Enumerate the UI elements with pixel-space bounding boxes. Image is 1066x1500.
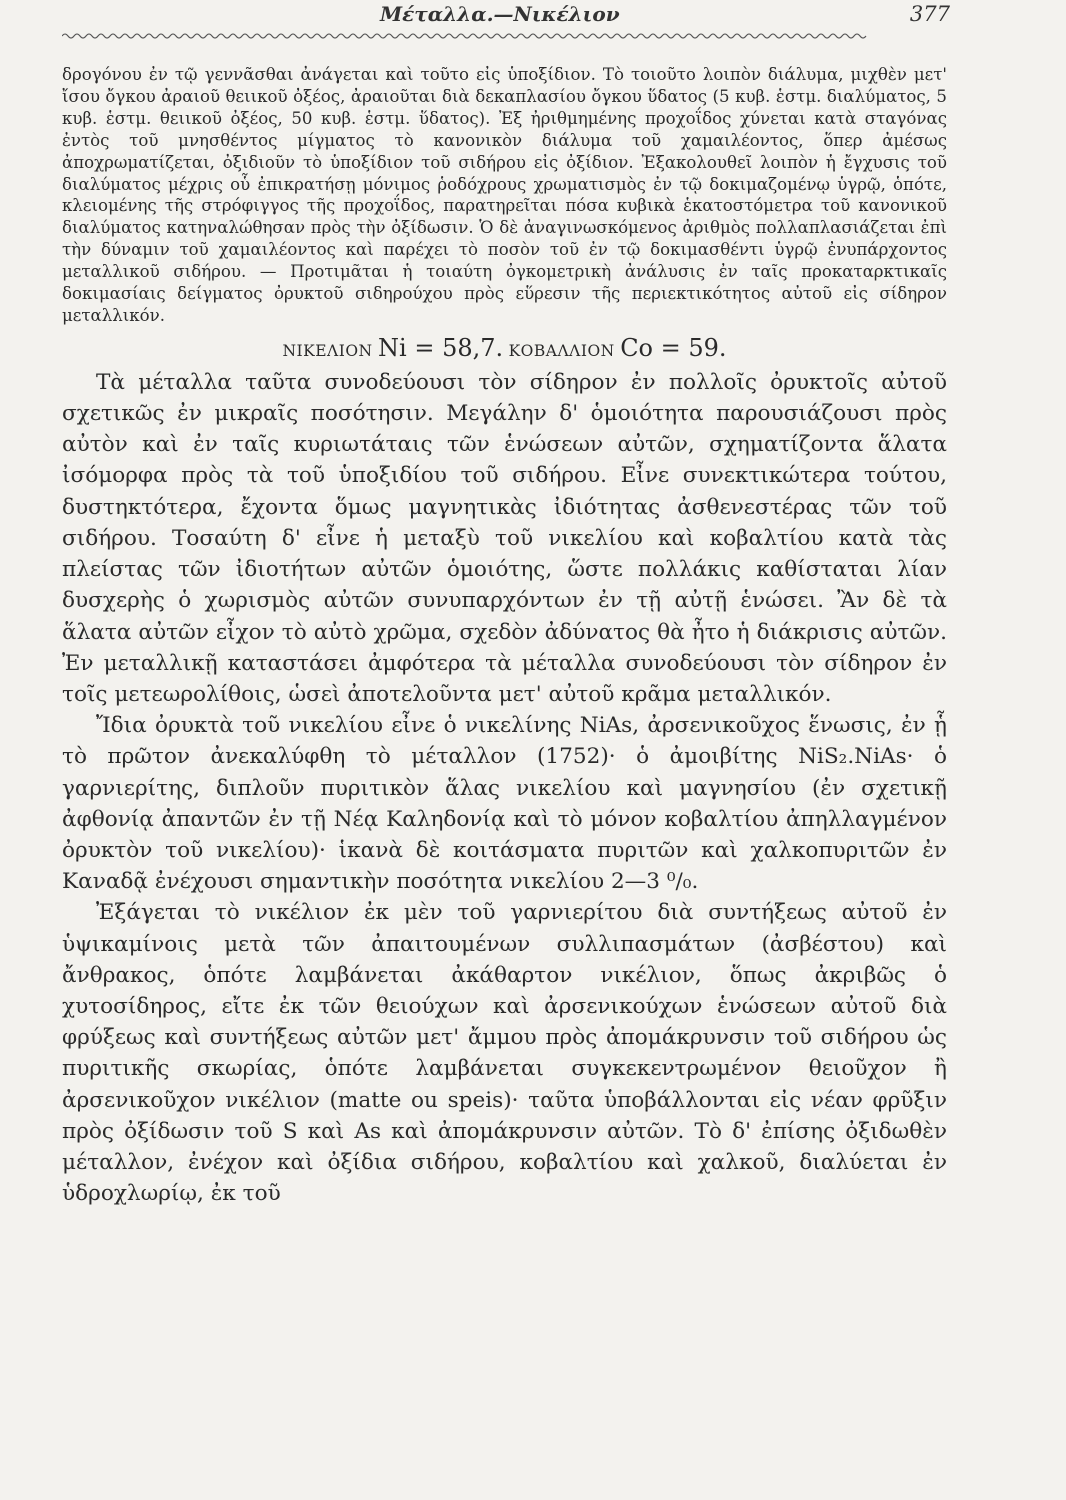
nickel-formula: Ni = 58,7.	[378, 333, 504, 362]
page-header	[90, 2, 950, 32]
small-print-paragraph: δρογόνου ἐν τῷ γεννᾶσθαι ἀνάγεται καὶ τοῦτο εἰς ὑποξίδιον. Τὸ τοιοῦτο λοιπὸν διάλυμα, μιχθὲν μετ' ἴσου ὄγκου ἀραιοῦ θειικοῦ ὀξέος, ἀραιοῦται διὰ δεκαπλασίου ὄγκου ὕδατος (5 κυβ. ἑστμ. διαλύματος, 5 κυβ. ἑστμ. θειικοῦ ὀξέος, 50 κυβ. ἑστμ. ὕδατος). Ἐξ ἠριθμημένης προχοΐδος χύνεται κατὰ σταγόνας ἐντὸς τοῦ μνησθέντος μίγματος τὸ κανονικὸν διάλυμα τοῦ χαμαιλέοντος, ὅπερ ἀμέσως ἀποχρωματίζεται, ὀξιδιοῦν τὸ ὑποξίδιον τοῦ σιδήρου εἰς ὀξίδιον. Ἐξακολουθεῖ λοιπὸν ἡ ἔγχυσις τοῦ διαλύματος μέχρις οὗ ἐπικρατήσῃ μόνιμος ῥοδόχρους χρωματισμὸς ἐν τῷ δοκιμαζομένῳ ὑγρῷ, ὁπότε, κλειομένης τῆς στρόφιγγος τῆς προχοΐδος, παρατηρεῖται πόσα κυβικὰ ἑκατοστόμετρα τοῦ κανονικοῦ διαλύματος κατηναλώθησαν πρὸς τὴν ὀξίδωσιν. Ὁ δὲ ἀναγινωσκόμενος ἀριθμὸς πολλαπλασιάζεται ἐπὶ τὴν δύναμιν τοῦ χαμαιλέοντος καὶ παρέχει τὸ ποσὸν τοῦ ἐν τῷ δοκιμασθέντι ὑγρῷ ἐνυπάρχοντος μεταλλικοῦ σιδήρου. — Προτιμᾶται ἡ τοιαύτη ὀγκομετρικὴ ἀνάλυσις ἐν ταῖς προκαταρκτικαῖς δοκιμασίαις δείγματος ὀρυκτοῦ σιδηρούχου πρὸς εὕρεσιν τῆς περιεκτικότητος αὐτοῦ εἰς σίδηρον μεταλλικόν.	[62, 65, 947, 325]
cobalt-formula: Co = 59.	[620, 333, 727, 362]
paragraph: Ἴδια ὀρυκτὰ τοῦ νικελίου εἶνε ὁ νικελίνης NiAs, ἀρσενικοῦχος ἕνωσις, ἐν ᾗ τὸ πρῶτον ἀνεκαλύφθη τὸ μέταλλον (1752)· ὁ ἀμοιβίτης NiS₂.NiAs· ὁ γαρνιερίτης, διπλοῦν πυριτικὸν ἅλας νικελίου καὶ μαγνησίου (ἐν σχετικῇ ἀφθονίᾳ ἀπαντῶν ἐν τῇ Νέᾳ Καληδονίᾳ καὶ τὸ μόνον κοβαλτίου ἀπηλλαγμένον ὀρυκτὸν τοῦ νικελίου)· ἱκανὰ δὲ κοιτάσματα πυριτῶν καὶ χαλκοπυριτῶν ἐν Καναδᾷ ἐνέχουσι σημαντικὴν ποσότητα νικελίου 2—3 ⁰/₀.	[62, 713, 947, 895]
header-rule-ornament	[62, 32, 947, 40]
section-heading	[62, 329, 947, 367]
cobalt-label: ΚΟΒΑΛΛΙΟΝ	[508, 341, 615, 360]
nickel-label: ΝΙΚΕΛΙΟΝ	[282, 341, 373, 360]
running-head: Μέταλλα.—Νικέλιον	[380, 2, 620, 26]
page-number: 377	[909, 2, 950, 26]
paragraph: Τὰ μέταλλα ταῦτα συνοδεύουσι τὸν σίδηρον ἐν πολλοῖς ὀρυκτοῖς αὐτοῦ σχετικῶς ἐν μικραῖς ποσότησιν. Μεγάλην δ' ὁμοιότητα παρουσιάζουσι πρὸς αὐτὸν καὶ ἐν ταῖς κυριωτάταις τῶν ἑνώσεων αὐτῶν, σχηματίζοντα ἅλατα ἰσόμορφα πρὸς τὰ τοῦ ὑποξιδίου τοῦ σιδήρου. Εἶνε συνεκτικώτερα τούτου, δυστηκτότερα, ἔχοντα ὅμως μαγνητικὰς ἰδιότητας ἀσθενεστέρας τῶν τοῦ σιδήρου. Τοσαύτη δ' εἶνε ἡ μεταξὺ τοῦ νικελίου καὶ κοβαλτίου κατὰ τὰς πλείστας τῶν ἰδιοτήτων αὐτῶν ὁμοιότης, ὥστε πολλάκις καθίσταται λίαν δυσχερὴς ὁ χωρισμὸς αὐτῶν συνυπαρχόντων ἐν τῇ αὐτῇ ἑνώσει. Ἂν δὲ τὰ ἅλατα αὐτῶν εἶχον τὸ αὐτὸ χρῶμα, σχεδὸν ἀδύνατος θὰ ἦτο ἡ διάκρισις αὐτῶν. Ἐν μεταλλικῇ καταστάσει ἀμφότερα τὰ μέταλλα συνοδεύουσι τὸν σίδηρον ἐν τοῖς μετεωρολίθοις, ὡσεὶ ἀποτελοῦντα μετ' αὐτοῦ κρᾶμα μεταλλικόν.	[62, 369, 947, 707]
body-text	[62, 64, 947, 1209]
paragraph: Ἐξάγεται τὸ νικέλιον ἐκ μὲν τοῦ γαρνιερίτου διὰ συντήξεως αὐτοῦ ἐν ὑψικαμίνοις μετὰ τῶν ἀπαιτουμένων συλλιπασμάτων (ἀσβέστου) καὶ ἄνθρακος, ὁπότε λαμβάνεται ἀκάθαρτον νικέλιον, ὅπως ἀκριβῶς ὁ χυτοσίδηρος, εἴτε ἐκ τῶν θειούχων καὶ ἀρσενικούχων ἑνώσεων αὐτοῦ διὰ φρύξεως καὶ συντήξεως αὐτῶν μετ' ἄμμου πρὸς ἀπομάκρυνσιν τοῦ σιδήρου ὡς πυριτικῆς σκωρίας, ὁπότε λαμβάνεται συγκεκεντρωμένον θειοῦχον ἢ ἀρσενικοῦχον νικέλιον (matte ou speis)· ταῦτα ὑποβάλλονται εἰς νέαν φρῦξιν πρὸς ὀξίδωσιν τοῦ S καὶ As καὶ ἀπομάκρυνσιν αὐτῶν. Τὸ δ' ἐπίσης ὀξιδωθὲν μέταλλον, ἐνέχον καὶ ὀξίδια σιδήρου, κοβαλτίου καὶ χαλκοῦ, διαλύεται ἐν ὑδροχλωρίῳ, ἐκ τοῦ	[62, 900, 947, 1207]
